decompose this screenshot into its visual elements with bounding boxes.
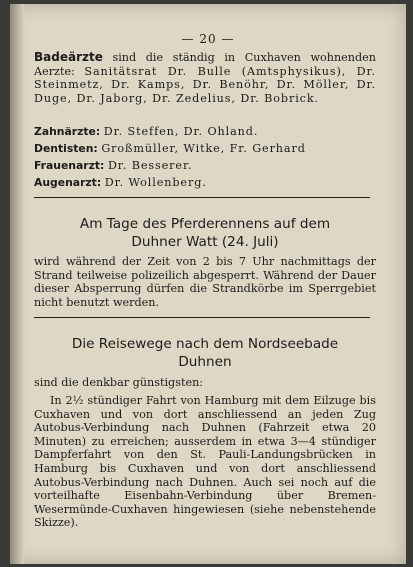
race-heading	[30, 215, 380, 251]
routes-heading	[30, 335, 380, 371]
physicians-names: Sanitätsrat Dr. Bulle (Amtsphysikus), Dr. Steinmetz, Dr. Kamps, Dr. Benöhr, Dr. Möller, Dr. Duge, Dr. Jaborg, Dr. Zedelius, Dr. Bobrick.	[34, 64, 376, 105]
routes-intro: sind die denkbar günstigsten:	[34, 376, 204, 389]
specialist-row	[34, 142, 376, 156]
race-heading-line-1: Am Tage des Pferderennens auf dem	[79, 216, 331, 232]
specialist-names: Großmüller, Witke, Fr. Gerhard	[101, 141, 306, 155]
physicians-paragraph	[34, 51, 376, 105]
section-divider	[34, 317, 370, 318]
race-heading-line-2: Duhner Watt (24. Juli)	[131, 234, 279, 250]
physicians-lead: Badeärzte	[34, 50, 103, 64]
specialist-names: Dr. Besserer.	[107, 158, 193, 172]
specialists-list	[34, 125, 376, 190]
specialist-row	[34, 159, 376, 173]
routes-paragraph: In 2½ stündiger Fahrt von Hamburg mit dem Eilzuge bis Cuxhaven und von dort anschliessend an jeden Zug Autobus-Verbindung nach Duhnen (Fahrzeit etwa 20 Minuten) zu erreichen; ausserdem in etwa 3—4 stündiger Dampferfahrt von den St. Pauli-Landungsbrücken in Hamburg bis Cuxhaven und von dort anschliessend Autobus-Verbindung nach Duhnen. Auch sei noch auf die vorteilhafte Eisenbahn-Verbindung über Bremen-Wesermünde-Cuxhaven hingewiesen (siehe nebenstehende Skizze).	[34, 394, 376, 530]
book-spine	[10, 4, 24, 564]
specialist-row	[34, 125, 376, 139]
section-divider	[34, 197, 370, 198]
physicians-intro: sind die ständig in Cuxhaven wohnenden Aerzte:	[34, 51, 376, 78]
specialist-label: Frauenarzt:	[34, 158, 105, 172]
routes-heading-line-1: Die Reisewege nach dem Nordseebade	[71, 336, 339, 352]
routes-heading-line-2: Duhnen	[178, 354, 232, 370]
page-number: — 20 —	[181, 32, 235, 46]
book-page	[10, 4, 406, 564]
specialist-label: Zahnärzte:	[34, 125, 101, 138]
specialist-row	[34, 176, 376, 190]
specialist-label: Dentisten:	[34, 141, 98, 155]
specialist-names: Dr. Wollenberg.	[104, 175, 207, 189]
specialist-names: Dr. Steffen, Dr. Ohland.	[103, 125, 259, 138]
specialist-label: Augenarzt:	[34, 175, 102, 189]
race-paragraph: wird während der Zeit von 2 bis 7 Uhr nachmittags der Strand teilweise polizeilich abgesperrt. Während der Dauer dieser Absperrung dürfen die Strandkörbe im Sperrgebiet nicht benutzt werden.	[34, 255, 376, 309]
